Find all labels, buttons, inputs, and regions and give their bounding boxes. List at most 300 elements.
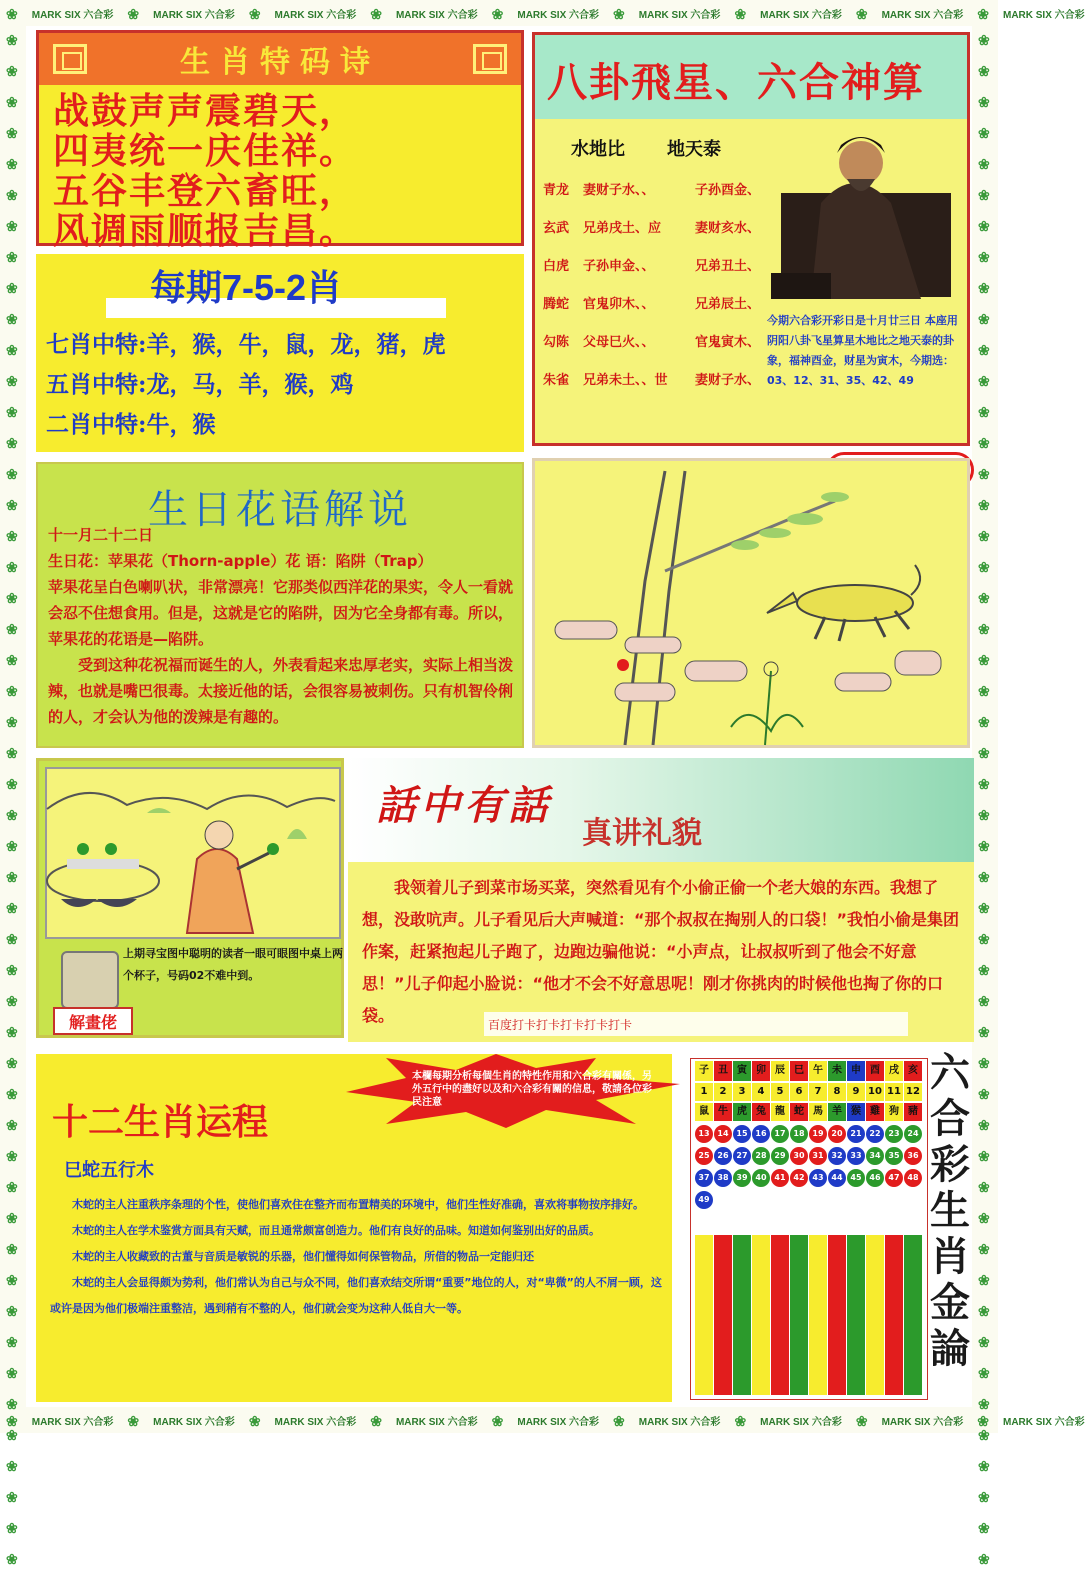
flower-para: 苹果花呈白色喇叭状，非常漂亮！它那类似西洋花的果实，令人一看就会忍不住想食用。但是，这就是它的陷阱，因为它全身都有毒。所以，苹果花的花语是—陷阱。: [48, 578, 514, 648]
bagua-title: 八卦飛星、六合神算: [547, 59, 925, 106]
zodiac-cell: 龍: [771, 1103, 789, 1121]
zodiac-cell: 酉: [866, 1061, 884, 1081]
flower-icon: ❀: [978, 838, 990, 854]
flower-icon: ❀: [978, 1086, 990, 1102]
brand-mark: MARK SIX 六合彩: [395, 10, 478, 21]
flower-icon: ❀: [6, 993, 18, 1009]
fortune-subtitle: 巳蛇五行木: [64, 1160, 154, 1181]
zodiac-cell: 4: [752, 1083, 770, 1101]
zodiac-cell: 9: [847, 1083, 865, 1101]
zodiac-cell: 寅: [733, 1061, 751, 1081]
frame-icon: [53, 44, 87, 74]
zodiac-cell: 卯: [752, 1061, 770, 1081]
flower-icon: ❀: [6, 1396, 18, 1412]
zodiac-cell: 戌: [885, 1061, 903, 1081]
flower-icon: ❀: [978, 1241, 990, 1257]
zodiac-cell: 未: [828, 1061, 846, 1081]
flower-icon: ❀: [978, 1520, 990, 1536]
number-ball: 21: [847, 1125, 865, 1143]
flower-icon: ❀: [978, 807, 990, 823]
flower-icon: ❀: [978, 1179, 990, 1195]
flower-icon: ❀: [6, 497, 18, 513]
fortune-para: 木蛇的主人在学术鉴赏方面具有天赋，而且通常颇富创造力。他们有良好的品味。知道如何鉴别出好的品质。: [72, 1224, 600, 1237]
zodiac-relation-block: [733, 1235, 751, 1395]
zodiac-cell: 鼠: [695, 1103, 713, 1121]
zodiac-cell: 馬: [809, 1103, 827, 1121]
zodiac-column: [885, 1059, 903, 1399]
flower-icon: ❀: [6, 342, 18, 358]
number-ball: 16: [752, 1125, 770, 1143]
boar-scene-icon: [535, 461, 967, 745]
zodiac-cell: 兔: [752, 1103, 770, 1121]
puzzle-panel: [36, 758, 344, 1038]
bagua-cell-right: 妻财亥水、: [695, 221, 761, 236]
bagua-cell-right: 兄弟丑土、: [695, 259, 761, 274]
poem-title: 生肖特码诗: [180, 45, 380, 80]
flower-icon: ❀: [6, 714, 18, 730]
number-ball: 23: [885, 1125, 903, 1143]
fortune-para: 木蛇的主人注重秩序条理的个性，使他们喜欢住在整齐而布置精美的环境中，他们生性好准确，喜欢将事物按序排好。: [72, 1198, 644, 1211]
number-ball: 31: [809, 1147, 827, 1165]
flower-icon: ❀: [978, 435, 990, 451]
number-ball: 25: [695, 1147, 713, 1165]
number-ball: 17: [771, 1125, 789, 1143]
brand-mark: MARK SIX 六合彩: [638, 1417, 721, 1428]
bagua-cell-god: 白虎: [543, 259, 570, 274]
flower-icon: ❀: [6, 6, 18, 22]
zodiac-cell: 1: [695, 1083, 713, 1101]
flower-para: 受到这种花祝福而诞生的人，外表看起来忠厚老实，实际上相当泼辣，也就是嘴巴很毒。太接近他的话，会很容易被刺伤。只有机智伶俐的人，才会认为他的泼辣是有趣的。: [48, 656, 514, 726]
bagua-panel: [532, 32, 970, 446]
flower-icon: ❀: [6, 621, 18, 637]
number-ball: 48: [904, 1169, 922, 1187]
zodiac-cell: 2: [714, 1083, 732, 1101]
flower-icon: ❀: [6, 745, 18, 761]
flower-icon: ❀: [978, 1272, 990, 1288]
flower-icon: ❀: [6, 1086, 18, 1102]
bagua-cell-right: 子孙酉金、: [695, 183, 761, 198]
zodiac-cell: 8: [828, 1083, 846, 1101]
flower-icon: ❀: [978, 1210, 990, 1226]
vertical-title: 六合彩生肖金論: [930, 1049, 970, 1372]
flower-icon: ❀: [6, 1365, 18, 1381]
zodiac-column: [752, 1059, 770, 1399]
number-ball: 29: [771, 1147, 789, 1165]
bagua-cell-left: 子孙申金、、: [583, 259, 655, 274]
flower-icon: ❀: [6, 249, 18, 265]
picks-line-seven: 七肖中特:羊，猴，牛，鼠，龙，猪，虎: [46, 331, 446, 358]
zodiac-column: [904, 1059, 922, 1399]
flower-icon: ❀: [978, 497, 990, 513]
bagua-cell-god: 玄武: [543, 221, 570, 236]
zodiac-cell: 虎: [733, 1103, 751, 1121]
bagua-title-bar: [535, 35, 967, 119]
flower-icon: ❀: [370, 6, 382, 22]
number-ball: 40: [752, 1169, 770, 1187]
puzzle-label: 解畫佬: [53, 1007, 133, 1035]
flower-icon: ❀: [6, 900, 18, 916]
number-ball: 44: [828, 1169, 846, 1187]
zodiac-cell: 蛇: [790, 1103, 808, 1121]
flower-icon: ❀: [6, 683, 18, 699]
flower-icon: ❀: [978, 590, 990, 606]
number-ball: 41: [771, 1169, 789, 1187]
brand-mark: MARK SIX 六合彩: [760, 10, 842, 21]
number-ball: 28: [752, 1147, 770, 1165]
flower-title: 生日花语解说: [148, 487, 412, 533]
flower-icon: ❀: [127, 6, 140, 22]
flower-icon: ❀: [6, 1334, 18, 1350]
flower-icon: ❀: [248, 1413, 261, 1429]
flower-icon: ❀: [978, 1489, 990, 1505]
zodiac-relation-block: [885, 1235, 903, 1395]
zodiac-cell: 申: [847, 1061, 865, 1081]
flower-icon: ❀: [6, 156, 18, 172]
zodiac-relation-block: [828, 1235, 846, 1395]
poem-line: 战鼓声声震碧天，: [53, 90, 358, 132]
flower-icon: ❀: [978, 683, 990, 699]
flower-icon: ❀: [978, 94, 990, 110]
flower-icon: ❀: [978, 249, 990, 265]
puzzle-text: 上期寻宝图中聪明的读者一眼可眼图中桌上两个杯子，号码02不难中到。: [123, 947, 343, 982]
zodiac-cell: 亥: [904, 1061, 922, 1081]
brand-mark: MARK SIX 六合彩: [760, 1417, 842, 1428]
flower-icon: ❀: [6, 1551, 18, 1567]
flower-icon: ❀: [6, 218, 18, 234]
joke-overlay: 百度打卡打卡打卡打卡打卡: [484, 1012, 908, 1036]
flower-icon: ❀: [6, 1458, 18, 1474]
brand-mark: MARK SIX 六合彩: [1002, 1417, 1085, 1428]
flower-icon: ❀: [978, 776, 990, 792]
border-bottom: [0, 1407, 1085, 1433]
zodiac-column: [771, 1059, 789, 1399]
flower-icon: ❀: [978, 900, 990, 916]
bagua-cell-god: 勾陈: [543, 335, 570, 350]
fortune-title: 十二生肖运程: [52, 1101, 269, 1143]
flower-icon: ❀: [978, 1458, 990, 1474]
flower-icon: ❀: [6, 528, 18, 544]
zodiac-relation-block: [695, 1235, 713, 1395]
flower-icon: ❀: [6, 435, 18, 451]
border-left: [0, 26, 26, 1567]
flower-icon: ❀: [855, 6, 868, 22]
flower-icon: ❀: [978, 218, 990, 234]
fortune-para: 木蛇的主人收藏致的古董与音质是敏锐的乐器，他们懂得如何保管物品，所借的物品一定能归还: [72, 1250, 534, 1263]
flower-icon: ❀: [978, 962, 990, 978]
flower-icon: ❀: [978, 1148, 990, 1164]
brand-mark: MARK SIX 六合彩: [274, 10, 357, 21]
number-ball: 13: [695, 1125, 713, 1143]
flower-icon: ❀: [978, 559, 990, 575]
number-ball: 32: [828, 1147, 846, 1165]
flower-icon: ❀: [6, 1241, 18, 1257]
flower-icon: ❀: [613, 1413, 625, 1429]
hexagram-right: 地天泰: [667, 139, 721, 160]
poem-header: [39, 33, 521, 85]
flower-icon: ❀: [978, 714, 990, 730]
flower-icon: ❀: [978, 931, 990, 947]
zodiac-cell: 3: [733, 1083, 751, 1101]
flower-icon: ❀: [6, 1489, 18, 1505]
zodiac-relation-block: [714, 1235, 732, 1395]
flower-icon: ❀: [977, 6, 989, 22]
number-ball: 46: [866, 1169, 884, 1187]
flower-icon: ❀: [6, 1055, 18, 1071]
flower-icon: ❀: [6, 1413, 18, 1429]
flower-icon: ❀: [613, 6, 625, 22]
zodiac-column: [695, 1059, 713, 1399]
brand-mark: MARK SIX 六合彩: [395, 1417, 478, 1428]
flower-icon: ❀: [978, 621, 990, 637]
zodiac-cell: 丑: [714, 1061, 732, 1081]
number-ball: 22: [866, 1125, 884, 1143]
flower-panel: [36, 462, 524, 748]
bagua-cell-right: 妻财子水、: [695, 373, 761, 388]
brand-mark: MARK SIX 六合彩: [517, 10, 600, 21]
hexagram-left: 水地比: [571, 139, 625, 160]
zodiac-cell: 7: [809, 1083, 827, 1101]
zodiac-cell: 巳: [790, 1061, 808, 1081]
zodiac-cell: 牛: [714, 1103, 732, 1121]
number-ball: 30: [790, 1147, 808, 1165]
zodiac-relation-block: [752, 1235, 770, 1395]
zodiac-cell: 12: [904, 1083, 922, 1101]
zodiac-cell: 11: [885, 1083, 903, 1101]
zodiac-relation-block: [809, 1235, 827, 1395]
flower-icon: ❀: [734, 6, 747, 22]
number-ball: 33: [847, 1147, 865, 1165]
bagua-cell-right: 官鬼寅木、: [695, 335, 761, 350]
flower-icon: ❀: [6, 1520, 18, 1536]
brand-mark: MARK SIX 六合彩: [517, 1417, 600, 1428]
flower-icon: ❀: [6, 838, 18, 854]
zodiac-cell: 羊: [828, 1103, 846, 1121]
flower-icon: ❀: [6, 125, 18, 141]
bagua-cell-right: 兄弟辰土、: [695, 297, 761, 312]
flower-icon: ❀: [6, 404, 18, 420]
zodiac-cell: 子: [695, 1061, 713, 1081]
zodiac-column: [866, 1059, 884, 1399]
brand-mark: MARK SIX 六合彩: [274, 1417, 357, 1428]
bagua-cell-left: 兄弟未土、、世: [583, 373, 668, 388]
puzzle-picture: [45, 767, 341, 939]
picks-title: 每期7-5-2肖: [150, 267, 343, 308]
number-ball: 45: [847, 1169, 865, 1187]
flower-icon: ❀: [978, 652, 990, 668]
zodiac-column: [828, 1059, 846, 1399]
zodiac-relation-block: [847, 1235, 865, 1395]
poem-line: 四夷统一庆佳祥。: [53, 130, 358, 172]
number-ball: 49: [695, 1191, 713, 1209]
flower-icon: ❀: [977, 1413, 989, 1429]
zodiac-table: [690, 1058, 928, 1400]
number-ball: 19: [809, 1125, 827, 1143]
flower-icon: ❀: [978, 1055, 990, 1071]
brand-mark: MARK SIX 六合彩: [881, 10, 964, 21]
picks-line-five: 五肖中特:龙，马，羊，猴，鸡: [46, 371, 354, 398]
number-ball: 20: [828, 1125, 846, 1143]
flower-icon: ❀: [978, 1334, 990, 1350]
flower-icon: ❀: [6, 466, 18, 482]
fortune-para: 木蛇的主人会显得颇为势利，他们常认为自己与众不同，他们喜欢结交所谓“重要”地位的人，对“卑微”的人不屑一顾，这或许是因为他们极端注重整洁，遇到稍有不整的人，他们就会变为这种人低自大一等。: [50, 1276, 662, 1315]
flower-icon: ❀: [6, 311, 18, 327]
flower-icon: ❀: [978, 311, 990, 327]
flower-icon: ❀: [6, 1210, 18, 1226]
zodiac-relation-block: [771, 1235, 789, 1395]
bagua-cell-left: 兄弟戌土、应: [583, 221, 662, 236]
flower-icon: ❀: [6, 63, 18, 79]
zodiac-column: [733, 1059, 751, 1399]
flower-icon: ❀: [6, 931, 18, 947]
flower-icon: ❀: [978, 187, 990, 203]
flower-icon: ❀: [6, 94, 18, 110]
picks-panel: [36, 254, 524, 452]
flower-icon: ❀: [978, 1365, 990, 1381]
number-ball: 27: [733, 1147, 751, 1165]
zodiac-cell: 狗: [885, 1103, 903, 1121]
flower-icon: ❀: [978, 528, 990, 544]
flower-icon: ❀: [978, 404, 990, 420]
flower-icon: ❀: [6, 1427, 18, 1443]
number-ball: 34: [866, 1147, 884, 1165]
number-ball: 15: [733, 1125, 751, 1143]
flower-icon: ❀: [6, 187, 18, 203]
flower-icon: ❀: [6, 1272, 18, 1288]
flower-icon: ❀: [978, 869, 990, 885]
burst-text: 本欄每期分析每個生肖的特性作用和六合彩有關係，另外五行中的盡好以及和六合彩有關的信息，敬請各位彩民注意: [412, 1071, 652, 1108]
frame-icon: [473, 44, 507, 74]
zodiac-relation-block: [866, 1235, 884, 1395]
number-ball: 47: [885, 1169, 903, 1187]
flower-icon: ❀: [978, 32, 990, 48]
brand-mark: MARK SIX 六合彩: [31, 10, 114, 21]
flower-icon: ❀: [6, 32, 18, 48]
flower-icon: ❀: [6, 776, 18, 792]
zodiac-column: [809, 1059, 827, 1399]
flower-icon: ❀: [978, 1024, 990, 1040]
flower-icon: ❀: [978, 156, 990, 172]
number-ball: 18: [790, 1125, 808, 1143]
flower-icon: ❀: [248, 6, 261, 22]
poem-lines: [53, 91, 357, 251]
flower-text: [48, 522, 516, 730]
joke-logo: 話中有話: [376, 782, 552, 829]
joke-text: 我领着儿子到菜市场买菜，突然看见有个小偷正偷一个老大娘的东西。我想了想，没敢吭声。儿子看见后大声喊道：“那个叔叔在掏别人的口袋！”我怕小偷是集团作案，赶紧抱起儿子跑了，边跑边骗他说：“小声点，让叔叔听到了他会不好意思！”儿子仰起小脸说：“他才不会不好意思呢！刚才你挑肉的时候他也掏了你的口袋。: [362, 878, 960, 1025]
flower-icon: ❀: [6, 559, 18, 575]
zodiac-cell: 豬: [904, 1103, 922, 1121]
flower-icon: ❀: [6, 280, 18, 296]
bagua-cell-god: 青龙: [543, 183, 570, 198]
flower-icon: ❀: [978, 125, 990, 141]
flower-icon: ❀: [978, 1427, 990, 1443]
scholar-scene-icon: [47, 769, 335, 933]
flower-icon: ❀: [491, 6, 504, 22]
flower-icon: ❀: [6, 1117, 18, 1133]
flower-icon: ❀: [6, 590, 18, 606]
flower-icon: ❀: [978, 1396, 990, 1412]
flower-icon: ❀: [6, 1024, 18, 1040]
number-ball: 26: [714, 1147, 732, 1165]
zodiac-cell: 雞: [866, 1103, 884, 1121]
flower-icon: ❀: [978, 466, 990, 482]
number-ball: 36: [904, 1147, 922, 1165]
notebook-icon: [61, 951, 119, 1009]
flower-icon: ❀: [978, 342, 990, 358]
flower-icon: ❀: [6, 869, 18, 885]
flower-icon: ❀: [127, 1413, 140, 1429]
flower-icon: ❀: [978, 1303, 990, 1319]
zodiac-cell: 猴: [847, 1103, 865, 1121]
brand-mark: MARK SIX 六合彩: [153, 1417, 235, 1428]
boar-illustration: [532, 458, 970, 748]
flower-name-line: 生日花：苹果花（Thorn-apple）花 语：陷阱（Trap）: [48, 552, 433, 570]
border-top: [0, 0, 1085, 26]
flower-icon: ❀: [6, 373, 18, 389]
bagua-cell-left: 妻财子水、、: [583, 183, 655, 198]
joke-title: 真讲礼貌: [582, 816, 702, 851]
brand-mark: MARK SIX 六合彩: [31, 1417, 114, 1428]
bagua-cell-left: 官鬼卯木、、: [583, 297, 655, 312]
flower-icon: ❀: [6, 1148, 18, 1164]
zodiac-cell: 6: [790, 1083, 808, 1101]
number-ball: 37: [695, 1169, 713, 1187]
zodiac-column: [714, 1059, 732, 1399]
bagua-cell-god: 腾蛇: [543, 297, 570, 312]
zodiac-relation-block: [790, 1235, 808, 1395]
zodiac-cell: 午: [809, 1061, 827, 1081]
zodiac-column: [847, 1059, 865, 1399]
number-ball: 42: [790, 1169, 808, 1187]
picks-line-two: 二肖中特:牛，猴: [46, 411, 216, 438]
flower-icon: ❀: [6, 962, 18, 978]
poem-line: 五谷丰登六畜旺，: [53, 170, 358, 212]
flower-icon: ❀: [978, 280, 990, 296]
joke-panel: [348, 758, 974, 1042]
number-ball: 14: [714, 1125, 732, 1143]
number-ball: 43: [809, 1169, 827, 1187]
flower-icon: ❀: [6, 1179, 18, 1195]
flower-icon: ❀: [978, 1117, 990, 1133]
flower-icon: ❀: [978, 373, 990, 389]
zodiac-cell: 辰: [771, 1061, 789, 1081]
zodiac-column: [790, 1059, 808, 1399]
flower-icon: ❀: [734, 1413, 747, 1429]
poem-line: 风调雨顺报吉昌。: [53, 210, 358, 252]
brand-mark: MARK SIX 六合彩: [153, 10, 235, 21]
flower-icon: ❀: [978, 63, 990, 79]
number-ball: 24: [904, 1125, 922, 1143]
flower-date: 十一月二十二日: [48, 526, 154, 544]
border-right: [972, 26, 998, 1567]
zodiac-cell: 10: [866, 1083, 884, 1101]
sage-figure-icon: [751, 123, 959, 299]
poem-panel: [36, 30, 524, 252]
zodiac-cell: 5: [771, 1083, 789, 1101]
flower-icon: ❀: [6, 1303, 18, 1319]
number-ball: 39: [733, 1169, 751, 1187]
flower-icon: ❀: [6, 807, 18, 823]
zodiac-relation-block: [904, 1235, 922, 1395]
number-ball: 35: [885, 1147, 903, 1165]
number-ball: 38: [714, 1169, 732, 1187]
brand-mark: MARK SIX 六合彩: [881, 1417, 964, 1428]
flower-icon: ❀: [978, 1551, 990, 1567]
bagua-note: 今期六合彩开彩日是十月廿三日 本座用阴阳八卦飞星算星木地比之地天泰的卦象，福神酉金，财星为寅木，今期选：03、12、31、35、42、49: [767, 314, 958, 387]
bagua-cell-left: 父母巳火、、: [583, 335, 655, 350]
brand-mark: MARK SIX 六合彩: [1002, 10, 1085, 21]
flower-icon: ❀: [370, 1413, 382, 1429]
brand-mark: MARK SIX 六合彩: [638, 10, 721, 21]
